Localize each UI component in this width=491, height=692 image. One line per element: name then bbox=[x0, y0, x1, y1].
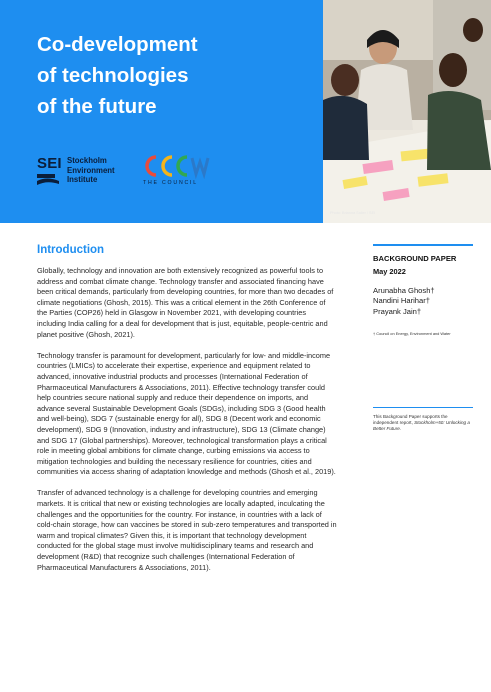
ceew-logo-mark-icon bbox=[142, 153, 212, 179]
note-text: This Background Paper supports the independent report, bbox=[373, 414, 448, 425]
sei-text-line: Stockholm bbox=[67, 156, 107, 165]
sidebar bbox=[373, 244, 473, 336]
report-title-link: Stockholm+50: Unlocking a Better Future. bbox=[373, 419, 470, 431]
cover-photo bbox=[323, 0, 491, 223]
photo-credit: Photo: Brianna Sailer / SEI bbox=[330, 211, 376, 215]
author-list bbox=[373, 286, 473, 318]
photo-illustration bbox=[323, 0, 491, 223]
main-text-column bbox=[37, 266, 337, 584]
sei-logo-mark: SEI bbox=[37, 155, 62, 172]
sei-swoosh-icon bbox=[37, 172, 61, 187]
author-name: Arunabha Ghosh† bbox=[373, 285, 435, 295]
ceew-logo bbox=[142, 153, 212, 191]
cover-hero bbox=[0, 0, 491, 223]
sei-logo-text bbox=[67, 156, 115, 185]
ceew-tagline: THE COUNCIL bbox=[143, 180, 198, 186]
document-type-label: BACKGROUND PAPER bbox=[373, 253, 457, 263]
sidebar-note bbox=[373, 407, 473, 431]
author-name: Prayank Jain† bbox=[373, 306, 422, 316]
body-paragraph: Technology transfer is paramount for development, particularly for low- and middle-income countries (LMICs) to accelerate their expertise, experience and equipment related to advanced, innovative industrial products and processes (International Federation of Pharmaceutical Manufacturers & Associations, 2011). Effective technology transfer could help countries secure national supply and reduce their dependence on imports, and advance several Sustainable Development Goals (SDGs), including SDG 3 (Good health and well-being), SDG 7 (sustainable energy for all), SDG 8 (Decent work and economic development), SDG 9 (Innovation, industry and infrastructure), SDG 13 (Climate change) and SDG 17 (Global partnerships). Moreover, technological transformation plays a critical role in meeting global ambitions for climate change, curbing emissions via access to mitigation technologies and building the necessary resilience for countries, cities and communities via access sharing of adaptation knowledge and methods (Ghosh et al., 2019). bbox=[37, 350, 336, 477]
sidebar-note-text bbox=[373, 414, 473, 431]
section-heading-introduction: Introduction bbox=[37, 244, 105, 256]
sei-text-line: Institute bbox=[67, 175, 98, 184]
body-paragraph: Globally, technology and innovation are both extensively recognized as powerful tools to address and combat climate change. Technology transfer and associated financing have been critical demands, particularly from developing countries, for more than two decades of climate negotiations (Ghosh, 2015). This was a critical element in the 26th Conference of the Parties (COP26) held in Glasgow in November 2021, with developing countries including India calling for a deal for development that is just, equitable, people-centric and planet positive (Ghosh, 2021). bbox=[37, 266, 334, 339]
sidebar-top-rule bbox=[373, 244, 473, 246]
author-name: Nandini Harihar† bbox=[373, 296, 430, 306]
paper-title: Co-development of technologies of the future bbox=[37, 33, 198, 118]
body-paragraph: Transfer of advanced technology is a challenge for developing countries and emerging markets. It is critical that new or existing technologies are locally adapted, inculcating the challenges and the opportunities for the country. For instance, in countries with a lack of cold-chain storage, how can vaccines be stored in sub-zero temperatures and transported in warm and tropical climates? Given this, it is important that technology development conducted for the global stage must involve multidisciplinary teams and research and development (R&D) that recognize such challenges (International Federation of Pharmaceutical Manufacturers & Associations, 2011). bbox=[37, 488, 337, 572]
sei-text-line: Environment bbox=[67, 165, 115, 175]
author-affiliation: † Council on Energy, Environment and Water bbox=[373, 331, 451, 337]
sei-logo bbox=[37, 155, 132, 189]
sidebar-note-rule bbox=[373, 407, 473, 408]
publication-date: May 2022 bbox=[373, 266, 406, 276]
